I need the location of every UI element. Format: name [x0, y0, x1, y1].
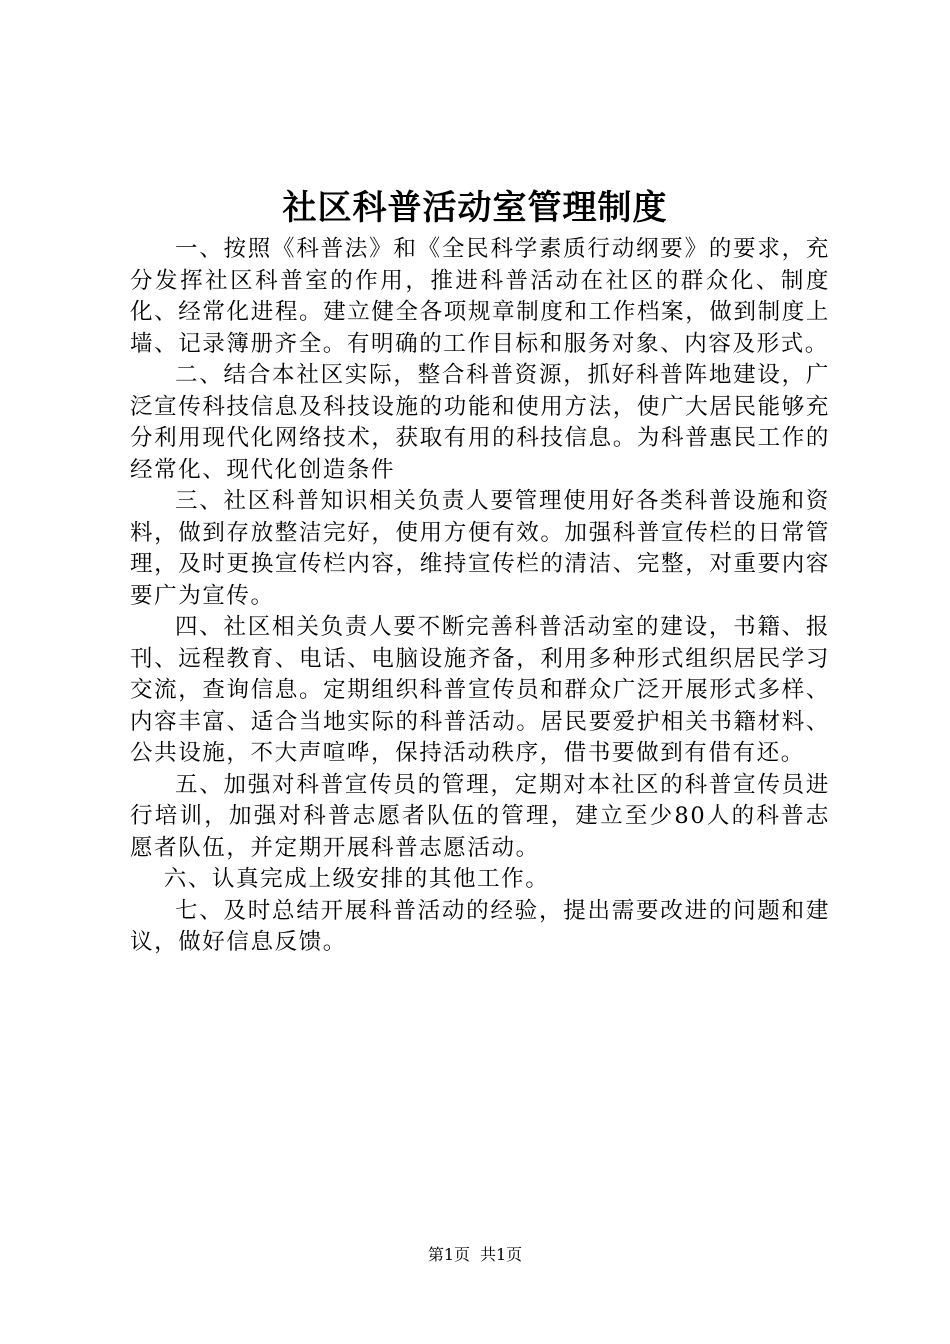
- page-footer: [0, 1244, 950, 1266]
- paragraph-6: 六、认真完成上级安排的其他工作。: [163, 866, 550, 892]
- document-body: [130, 234, 830, 959]
- paragraph-7: 七、及时总结开展科普活动的经验，提出需要改进的问题和建议，做好信息反馈。: [130, 897, 830, 955]
- page-number-total: 共1页: [480, 1245, 523, 1264]
- paragraph-4: 四、社区相关负责人要不断完善科普活动室的建设，书籍、报刊、远程教育、电话、电脑设施齐备，利用多种形式组织居民学习交流，查询信息。定期组织科普宣传员和群众广泛开展形式多样、内容丰富、适合当地实际的科普活动。居民要爱护相关书籍材料、公共设施，不大声喧哗，保持活动秩序，借书要做到有借有还。: [130, 614, 830, 766]
- paragraph-1: 一、按照《科普法》和《全民科学素质行动纲要》的要求，充分发挥社区科普室的作用，推进科普活动在社区的群众化、制度化、经常化进程。建立健全各项规章制度和工作档案，做到制度上墙、记录簿册齐全。有明确的工作目标和服务对象、内容及形式。: [130, 236, 830, 357]
- paragraph-2: 二、结合本社区实际，整合科普资源，抓好科普阵地建设，广泛宣传科技信息及科技设施的功能和使用方法，使广大居民能够充分利用现代化网络技术，获取有用的科技信息。为科普惠民工作的经常化、现代化创造条件: [130, 362, 830, 483]
- paragraph-5: 五、加强对科普宣传员的管理，定期对本社区的科普宣传员进行培训，加强对科普志愿者队伍的管理，建立至少80人的科普志愿者队伍，并定期开展科普志愿活动。: [130, 771, 830, 861]
- document-title: 社区科普活动室管理制度: [282, 188, 668, 228]
- paragraph-3: 三、社区科普知识相关负责人要管理使用好各类科普设施和资料，做到存放整洁完好，使用方便有效。加强科普宣传栏的日常管理，及时更换宣传栏内容，维持宣传栏的清洁、完整，对重要内容要广为宣传。: [130, 488, 830, 609]
- page-number-current: 第1页: [427, 1245, 470, 1264]
